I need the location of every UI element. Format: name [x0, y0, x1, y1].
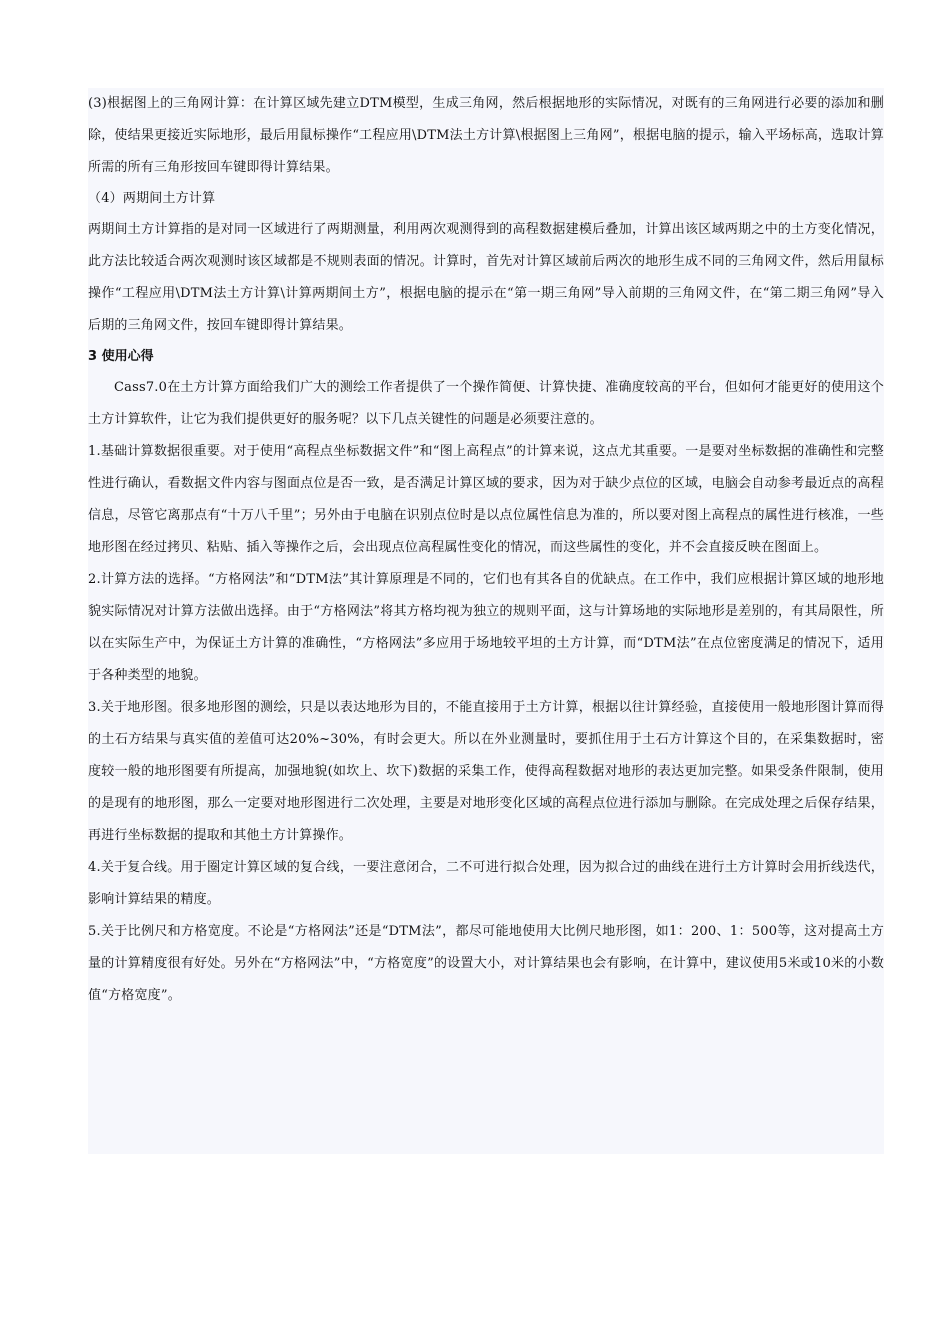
- paragraph-point-3: 3.关于地形图。很多地形图的测绘，只是以表达地形为目的，不能直接用于土方计算，根据以往计算经验，直接使用一般地形图计算而得的土石方结果与真实值的差值可达20%~30%，有时会更大。所以在外业测量时，要抓住用于土石方计算这个目的，在采集数据时，密度较一般的地形图要有所提高，加强地貌(如坎上、坎下)数据的采集工作，使得高程数据对地形的表达更加完整。如果受条件限制，使用的是现有的地形图，那么一定要对地形图进行二次处理，主要是对地形变化区域的高程点位进行添加与删除。在完成处理之后保存结果，再进行坐标数据的提取和其他土方计算操作。: [88, 700, 884, 843]
- paragraph-point-1: 1.基础计算数据很重要。对于使用“高程点坐标数据文件”和“图上高程点”的计算来说，这点尤其重要。一是要对坐标数据的准确性和完整性进行确认，看数据文件内容与图面点位是否一致，是否满足计算区域的要求，因为对于缺少点位的区域，电脑会自动参考最近点的高程信息，尽管它离那点有“十万八千里”；另外由于电脑在识别点位时是以点位属性信息为准的，所以要对图上高程点的属性进行核准，一些地形图在经过拷贝、粘贴、插入等操作之后，会出现点位高程属性变化的情况，而这些属性的变化，并不会直接反映在图面上。: [88, 444, 884, 555]
- paragraph-point-4: 4.关于复合线。用于圈定计算区域的复合线，一要注意闭合，二不可进行拟合处理，因为拟合过的曲线在进行土方计算时会用折线迭代，影响计算结果的精度。: [88, 860, 884, 907]
- paragraph-intro-experience: Cass7.0在土方计算方面给我们广大的测绘工作者提供了一个操作简便、计算快捷、准确度较高的平台，但如何才能更好的使用这个土方计算软件，让它为我们提供更好的服务呢？以下几点关键性的问题是必须要注意的。: [88, 380, 884, 427]
- paragraph-two-period-calc: 两期间土方计算指的是对同一区域进行了两期测量，利用两次观测得到的高程数据建模后叠加，计算出该区域两期之中的土方变化情况，此方法比较适合两次观测时该区域都是不规则表面的情况。计算时，首先对计算区域前后两次的地形生成不同的三角网文件，然后用鼠标操作“工程应用\DTM法土方计算\计算两期间土方”，根据电脑的提示在“第一期三角网”导入前期的三角网文件，在“第二期三角网”导入后期的三角网文件，按回车键即得计算结果。: [88, 222, 884, 333]
- paragraph-point-2: 2.计算方法的选择。“方格网法”和“DTM法”其计算原理是不同的，它们也有其各自的优缺点。在工作中，我们应根据计算区域的地形地貌实际情况对计算方法做出选择。由于“方格网法”将其方格均视为独立的规则平面，这与计算场地的实际地形是差别的，有其局限性，所以在实际生产中，为保证土方计算的准确性，“方格网法”多应用于场地较平坦的土方计算，而“DTM法”在点位密度满足的情况下，适用于各种类型的地貌。: [88, 572, 884, 683]
- document-body: [88, 88, 884, 1154]
- paragraph-point-5: 5.关于比例尺和方格宽度。不论是“方格网法”还是“DTM法”，都尽可能地使用大比例尺地形图，如1：200、1：500等，这对提高土方量的计算精度很有好处。另外在“方格网法”中，“方格宽度”的设置大小，对计算结果也会有影响，在计算中，建议使用5米或10米的小数值“方格宽度”。: [88, 924, 884, 1003]
- paragraph-dtm-triangle-calc: (3)根据图上的三角网计算：在计算区域先建立DTM模型，生成三角网，然后根据地形的实际情况，对既有的三角网进行必要的添加和删除，使结果更接近实际地形，最后用鼠标操作“工程应用\DTM法土方计算\根据图上三角网”，根据电脑的提示，输入平场标高，选取计算所需的所有三角形按回车键即得计算结果。: [88, 96, 884, 175]
- subheading-two-period: （4）两期间土方计算: [88, 191, 216, 206]
- section-heading-experience: 3 使用心得: [88, 349, 154, 364]
